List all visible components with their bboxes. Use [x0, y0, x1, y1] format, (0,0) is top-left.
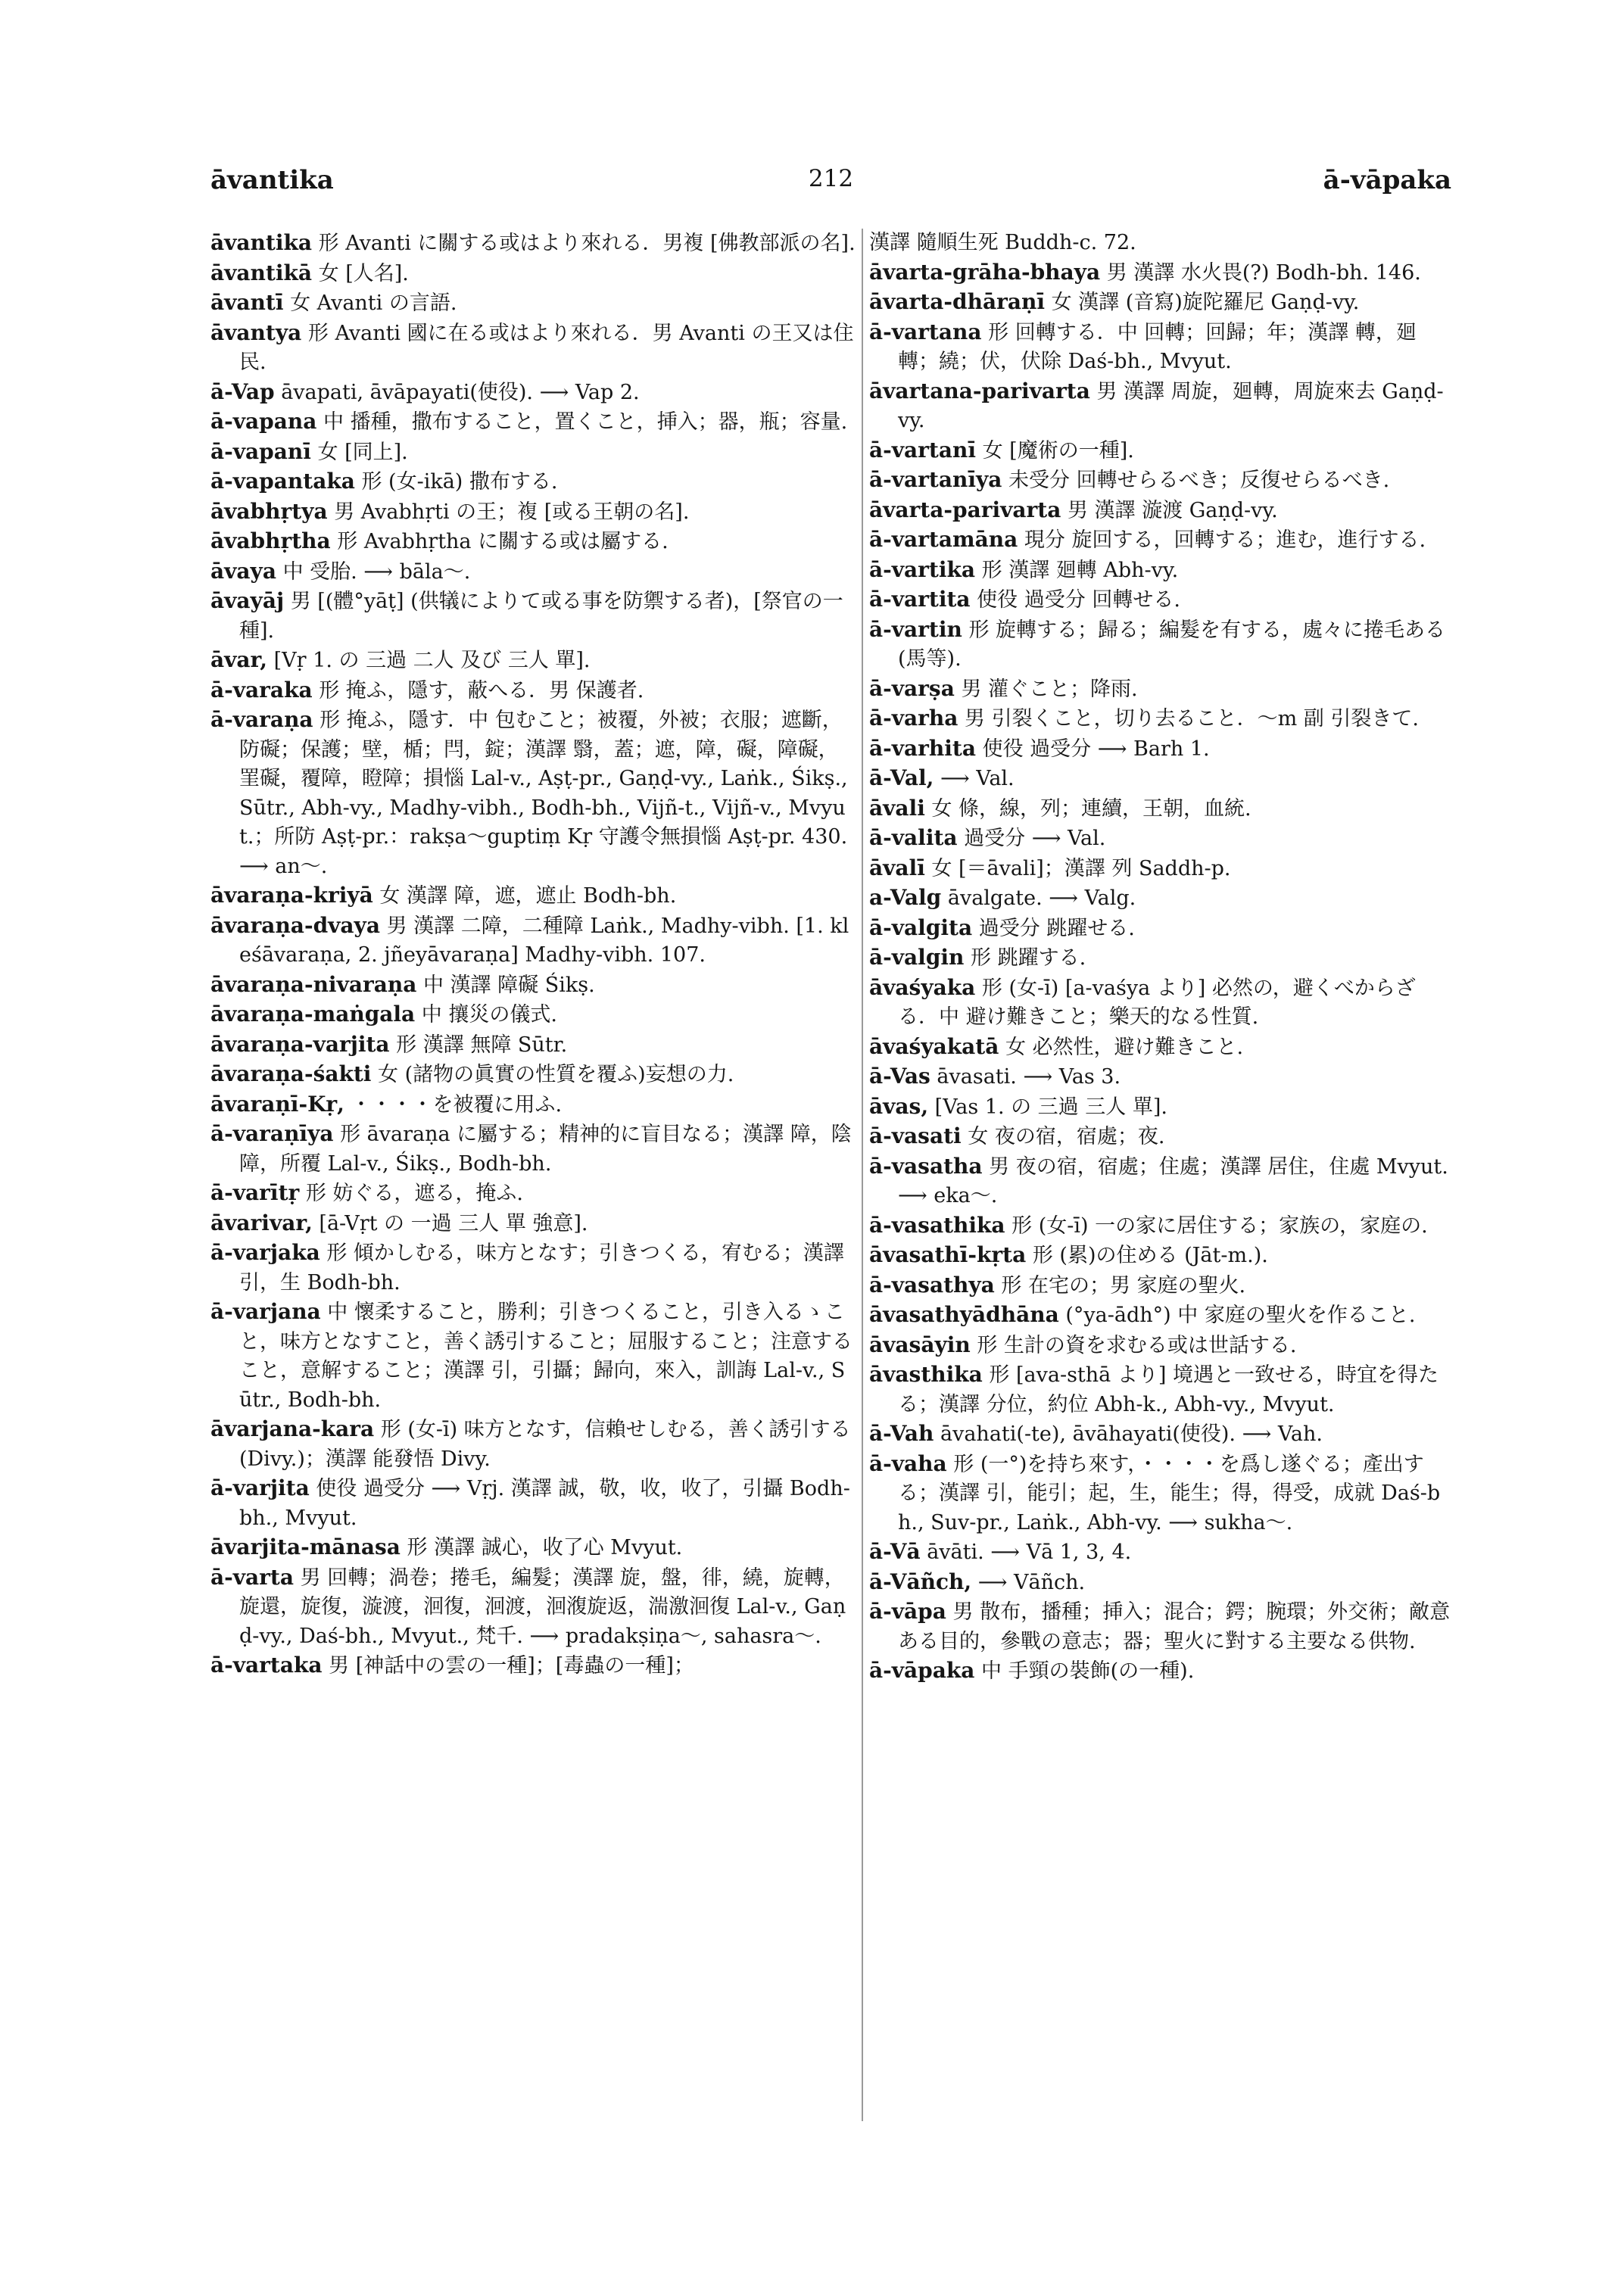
entry-definition: [Vas 1. の 三過 三人 單].: [934, 1095, 1167, 1119]
header-right-guide-word: ā-vāpaka: [1323, 165, 1451, 195]
entry-headword: āvayāj: [210, 588, 285, 613]
entry-headword: āvaraṇa-maṅgala: [210, 1002, 416, 1027]
entry-definition: 女 (諸物の眞實の性質を覆ふ)妄想の力.: [378, 1063, 734, 1086]
entry-headword: āvantika: [210, 230, 313, 255]
dictionary-entry: [869, 615, 1451, 675]
entry-definition: 使役 過受分 回轉せる.: [977, 588, 1180, 612]
dictionary-entry: [869, 1241, 1451, 1271]
entry-headword: ā-vartana: [869, 319, 982, 344]
dictionary-entry: [869, 704, 1451, 734]
entry-definition: 形 漢譯 無障 Sūtr.: [396, 1033, 568, 1057]
dictionary-entry: [869, 1062, 1451, 1092]
entry-definition: 形 在宅の；男 家庭の聖火.: [1001, 1273, 1246, 1298]
entry-headword: ā-valita: [869, 825, 958, 850]
dictionary-entry: [869, 1360, 1451, 1419]
dictionary-entry: [210, 1533, 856, 1563]
entry-definition: ・・・・を被覆に用ふ.: [351, 1092, 563, 1117]
entry-definition: 形 漢譯 廻轉 Abh-vy.: [981, 558, 1179, 582]
entry-definition: 中 受胎. ⟶ bāla〜.: [282, 559, 471, 584]
entry-headword: āvarta-grāha-bhaya: [869, 259, 1101, 285]
entry-definition: 男 漢譯 二障，二種障 Laṅk., Madhy-vibh. [1. kleśāvaraṇa, 2. jñeyāvaraṇa] Madhy-vibh. 107.: [239, 914, 849, 967]
entry-definition: 形 生計の資を求むる或は世話する.: [977, 1333, 1297, 1357]
dictionary-entry: [210, 1179, 856, 1209]
entry-headword: ā-vaha: [869, 1450, 947, 1476]
entry-definition: 中 播種，撒布すること，置くこと，挿入；器，瓶；容量.: [323, 410, 848, 434]
entry-definition: 男 灌ぐこと；降雨.: [961, 677, 1138, 701]
entry-headword: a-Valg: [869, 885, 942, 910]
entry-headword: āvarta-dhāraṇī: [869, 289, 1045, 314]
dictionary-entry: [210, 881, 856, 911]
entry-headword: āvantya: [210, 319, 302, 345]
entry-definition: 使役 過受分 ⟶ Barh 1.: [982, 737, 1210, 761]
dictionary-entry: [869, 675, 1451, 705]
entry-headword: ā-varjaka: [210, 1240, 320, 1265]
entry-definition: 男 引裂くこと，切り去ること．〜m 副 引裂きて.: [965, 707, 1419, 731]
dictionary-entry: [869, 1122, 1451, 1152]
entry-headword: ā-Val,: [869, 765, 934, 790]
entry-headword: āvarivar,: [210, 1210, 313, 1235]
dictionary-entry: [869, 496, 1451, 526]
entry-headword: āvarjita-mānasa: [210, 1534, 401, 1559]
entry-definition: 現分 旋回する，回轉する；進む，進行する.: [1024, 528, 1426, 552]
dictionary-entry: [210, 1298, 856, 1415]
dictionary-entry: [210, 676, 856, 706]
dictionary-entry: [869, 377, 1451, 436]
dictionary-entry: [869, 1656, 1451, 1687]
entry-definition: 女 夜の宿，宿處；夜.: [968, 1125, 1165, 1148]
entry-definition: 女 [＝āvali]；漢譯 列 Saddh-p.: [931, 856, 1231, 880]
entry-definition: (°ya-ādh°) 中 家庭の聖火を作ること.: [1065, 1304, 1416, 1327]
entry-definition: 形 āvaraṇa に屬する；精神的に盲目なる；漢譯 障，陰障，所覆 Lal-v., Śikṣ., Bodh-bh.: [239, 1123, 852, 1176]
dictionary-entry: [869, 1152, 1451, 1211]
entry-definition: 形 (累)の住める (Jāt-m.).: [1032, 1244, 1268, 1267]
entry-headword: ā-valgita: [869, 914, 973, 940]
dictionary-entry: [869, 1033, 1451, 1063]
dictionary-entry: [210, 378, 856, 408]
entry-definition: 形 跳躍する.: [970, 946, 1086, 970]
entry-headword: āvasāyin: [869, 1332, 971, 1357]
entry-headword: āvaraṇa-dvaya: [210, 912, 380, 938]
entry-definition: 女 必然性，避け難きこと.: [1005, 1035, 1244, 1059]
entry-headword: ā-vartaka: [210, 1653, 323, 1678]
right-column: [869, 229, 1451, 2212]
dictionary-entry: [869, 914, 1451, 944]
entry-definition: 男 [神話中の雲の一種]；[毒蟲の一種]；: [329, 1654, 694, 1678]
entry-definition: 男 漢譯 漩渡 Gaṇḍ-vy.: [1067, 498, 1278, 522]
dictionary-entry: [869, 466, 1451, 496]
left-column: [210, 229, 856, 2212]
dictionary-entry: [210, 319, 856, 378]
entry-definition: 中 攘災の儀式.: [421, 1003, 557, 1027]
dictionary-entry: [210, 229, 856, 259]
entry-definition: 女 條，線，列；連續，王朝，血統.: [931, 796, 1252, 821]
entry-headword: ā-varha: [869, 706, 959, 731]
entry-definition: [Vṛ 1. の 三過 二人 及び 三人 單].: [273, 649, 591, 672]
entry-definition: 形 (一°)を持ち來す，・・・・を爲し遂ぐる；產出する；漢譯 引，能引；起，生，能生；得，得受，成就 Daś-bh., Suv-pr., Laṅk., Abh-vy. ⟶ sukha〜.: [898, 1452, 1441, 1534]
dictionary-entry: [210, 259, 856, 289]
dictionary-entry: [210, 1651, 856, 1681]
dictionary-entry: [869, 1331, 1451, 1361]
entry-definition: 女 [人名].: [318, 261, 409, 285]
entry-headword: ā-vartita: [869, 587, 971, 612]
dictionary-entry: [869, 1450, 1451, 1538]
entry-definition: āvahati(-te), āvāhayati(使役). ⟶ Vah.: [940, 1422, 1323, 1446]
entry-definition: ⟶ Vāñch.: [977, 1570, 1086, 1594]
dictionary-entry: [210, 911, 856, 970]
column-divider: [862, 229, 863, 2121]
entry-headword: āvaraṇī-Kṛ,: [210, 1091, 344, 1117]
entry-headword: ā-vapana: [210, 409, 317, 434]
entry-headword: āvar,: [210, 647, 268, 672]
entry-definition: 過受分 跳躍せる.: [978, 916, 1135, 940]
dictionary-entry: [869, 258, 1451, 288]
entry-definition: 形 Avanti に關する或はより來れる．男複 [佛教部派の名].: [318, 232, 856, 255]
dictionary-entry: [210, 438, 856, 468]
entry-headword: ā-vapantaka: [210, 469, 355, 494]
entry-definition: 形 (女-ī) 味方となす，信賴せしむる，善く誘引する (Divy.)；漢譯 能發悟 Divy.: [239, 1418, 851, 1471]
dictionary-entry: [869, 1537, 1451, 1568]
entry-definition: āvapati, āvāpayati(使役). ⟶ Vap 2.: [281, 380, 640, 404]
entry-headword: āvaraṇa-nivaraṇa: [210, 971, 417, 997]
entry-headword: ā-vartanī: [869, 437, 976, 463]
entry-definition: 形 旋轉する；歸る；編髮を有する，處々に捲毛ある(馬等).: [898, 618, 1446, 671]
entry-definition: 形 (女-ī) 一の家に居住する；家族の，家庭の.: [1011, 1213, 1428, 1238]
entry-definition: 男 Avabhṛti の王；複 [或る王朝の名].: [334, 500, 690, 524]
dictionary-entry: [210, 1474, 856, 1533]
entry-headword: ā-varṣa: [869, 675, 955, 701]
entry-headword: ā-Vah: [869, 1421, 934, 1446]
entry-definition: 女 Avanti の言語.: [290, 291, 457, 315]
entry-definition: [ā-Vṛt の 一過 三人 單 強意].: [319, 1211, 588, 1235]
dictionary-entry: [869, 1597, 1451, 1656]
dictionary-entry: [869, 1092, 1451, 1123]
entry-headword: āvarjana-kara: [210, 1416, 375, 1441]
entry-headword: āvaśyakatā: [869, 1033, 999, 1059]
entry-headword: ā-Vas: [869, 1064, 930, 1089]
dictionary-entry: [210, 1415, 856, 1474]
entry-headword: ā-vasathika: [869, 1212, 1005, 1238]
entry-definition: 漢譯 隨順生死 Buddh-c. 72.: [869, 231, 1136, 254]
dictionary-entry: [869, 318, 1451, 377]
dictionary-entry: [210, 407, 856, 438]
entry-definition: 中 懷柔すること，勝利；引きつくること，引き入るゝこと，味方となすこと，善く誘引すること；屈服すること；注意すること，意解すること；漢譯 引，引攝；歸向，來入，訓誨 Lal-v., Sūtr., Bodh-bh.: [239, 1301, 853, 1412]
dictionary-entry: [210, 646, 856, 676]
dictionary-entry: [869, 1211, 1451, 1242]
entry-headword: ā-vāpaka: [869, 1658, 975, 1683]
dictionary-entry: [869, 1568, 1451, 1598]
entry-definition: 形 Avanti 國に在る或はより來れる．男 Avanti の王又は住民.: [239, 321, 854, 374]
dictionary-entry: [869, 764, 1451, 794]
entry-headword: ā-Vap: [210, 379, 275, 404]
entry-headword: āvasathī-kṛta: [869, 1242, 1027, 1267]
dictionary-entry: [210, 288, 856, 319]
entry-definition: 男 漢譯 水火畏(?) Bodh-bh. 146.: [1106, 260, 1421, 285]
entry-headword: āvaraṇa-kriyā: [210, 883, 373, 908]
dictionary-entry: [869, 288, 1451, 318]
dictionary-entry: [869, 436, 1451, 466]
entry-headword: ā-vartanīya: [869, 467, 1002, 492]
dictionary-entry: [210, 1030, 856, 1061]
dictionary-entry: [210, 970, 856, 1001]
entry-headword: āvaraṇa-varjita: [210, 1031, 390, 1057]
dictionary-entry: [210, 557, 856, 587]
entry-headword: ā-varaka: [210, 677, 313, 703]
header-left-guide-word: āvantika: [210, 165, 334, 195]
dictionary-entry: [210, 1209, 856, 1239]
entry-headword: ā-vāpa: [869, 1599, 946, 1624]
entry-headword: āvali: [869, 795, 925, 821]
dictionary-entry: [210, 587, 856, 646]
entry-headword: ā-vasathya: [869, 1272, 995, 1298]
page-number: 212: [808, 165, 854, 192]
dictionary-entry: [869, 585, 1451, 615]
dictionary-entry: [869, 1301, 1451, 1331]
dictionary-entry: [210, 1060, 856, 1090]
dictionary-entry: [869, 556, 1451, 586]
entry-headword: āvarta-parivarta: [869, 497, 1061, 522]
entry-headword: ā-vartin: [869, 616, 962, 642]
entry-headword: ā-varjana: [210, 1299, 321, 1324]
entry-definition: 中 手頸の裝飾(の一種).: [981, 1659, 1195, 1683]
entry-headword: āvasathyādhāna: [869, 1302, 1059, 1327]
entry-headword: āvantī: [210, 290, 284, 315]
dictionary-entry: [869, 525, 1451, 556]
dictionary-entry: [210, 527, 856, 557]
dictionary-entry: [210, 1563, 856, 1652]
entry-headword: ā-vapanī: [210, 438, 311, 464]
entry-headword: āvaśyaka: [869, 974, 976, 1000]
entry-headword: āvasthika: [869, 1362, 983, 1387]
entry-headword: ā-varaṇīya: [210, 1121, 334, 1146]
entry-headword: ā-varjita: [210, 1475, 310, 1500]
entry-definition: 未受分 回轉せらるべき；反復せらるべき.: [1008, 469, 1390, 492]
entry-definition: āvalgate. ⟶ Valg.: [947, 886, 1136, 910]
entry-definition: 男 [(體°yāṭ] (供犠によりて或る事を防禦する者)，[祭官の一種].: [239, 590, 843, 643]
dictionary-entry: [210, 467, 856, 497]
entry-headword: āvantikā: [210, 260, 313, 285]
entry-definition: 男 回轉；渦卷；捲毛，編髮；漢譯 旋，盤，徘，繞，旋轉，旋還，旋復，漩渡，洄復，洄渡，洄澓旋返，湍激洄復 Lal-v., Gaṇḍ-vy., Daś-bh., Mvyut., 梵千. ⟶ pradakṣiṇa〜, sahasra〜.: [239, 1566, 846, 1648]
dictionary-entry: [869, 734, 1451, 765]
dictionary-entry: [869, 824, 1451, 854]
entry-definition: 中 漢譯 障礙 Śikṣ.: [422, 973, 595, 997]
entry-headword: ā-varhita: [869, 735, 976, 761]
dictionary-entry: [869, 883, 1451, 914]
entry-definition: 女 [同上].: [317, 440, 408, 464]
entry-definition: 形 (女-ikā) 撒布する.: [361, 470, 558, 494]
dictionary-entry: [869, 854, 1451, 884]
entry-headword: āvaya: [210, 558, 276, 584]
entry-headword: ā-Vā: [869, 1539, 921, 1564]
entry-headword: āvas,: [869, 1093, 929, 1119]
dictionary-entry: [869, 229, 1451, 258]
dictionary-entry: [869, 974, 1451, 1033]
entry-definition: 形 Avabhṛtha に關する或は屬する.: [337, 530, 669, 553]
entry-definition: 女 漢譯 (音寫)旋陀羅尼 Gaṇḍ-vy.: [1051, 291, 1360, 314]
entry-headword: ā-vasati: [869, 1123, 962, 1148]
entry-definition: āvāti. ⟶ Vā 1, 3, 4.: [927, 1541, 1132, 1564]
entry-definition: 形 (女-ī) [a-vaśya より] 必然の，避くべからざる．中 避け難きこと；樂天的なる性質.: [898, 976, 1416, 1029]
entry-definition: 女 漢譯 障，遮，遮止 Bodh-bh.: [379, 884, 677, 908]
dictionary-entry: [210, 1090, 856, 1120]
entry-definition: 男 夜の宿，宿處；住處；漢譯 居住，住處 Mvyut. ⟶ eka〜.: [898, 1154, 1448, 1207]
entry-definition: āvasati. ⟶ Vas 3.: [937, 1065, 1121, 1089]
dictionary-entry: [210, 1120, 856, 1179]
dictionary-entry: [869, 794, 1451, 824]
dictionary-entry: [869, 943, 1451, 974]
dictionary-entry: [210, 706, 856, 881]
entry-headword: āvabhṛtya: [210, 498, 328, 524]
entry-definition: 形 傾かしむる，味方となす；引きつくる，宥むる；漢譯 引，生 Bodh-bh.: [239, 1242, 844, 1294]
entry-headword: ā-Vāñch,: [869, 1569, 972, 1594]
dictionary-entry: [210, 1000, 856, 1030]
entry-headword: ā-vartika: [869, 556, 976, 582]
entry-definition: 形 妨ぐる，遮る，掩ふ.: [305, 1182, 524, 1205]
dictionary-entry: [869, 1419, 1451, 1450]
entry-headword: ā-vartamāna: [869, 527, 1018, 552]
entry-definition: 形 漢譯 誠心，收了心 Mvyut.: [407, 1536, 683, 1559]
entry-definition: 使役 過受分 ⟶ Vṛj. 漢譯 誠，敬，收，收了，引攝 Bodh-bh., Mvyut.: [239, 1477, 850, 1530]
entry-definition: 過受分 ⟶ Val.: [964, 827, 1106, 850]
entry-headword: ā-vasatha: [869, 1153, 983, 1179]
entry-definition: ⟶ Val.: [940, 767, 1015, 790]
running-header: [210, 165, 1451, 203]
entry-headword: āvalī: [869, 855, 925, 880]
entry-definition: 男 漢譯 周旋，廻轉，周旋來去 Gaṇḍ-vy.: [898, 379, 1444, 432]
entry-definition: 形 掩ふ，隱す．中 包むこと；被覆，外被；衣服；遮斷，防礙；保護；壁，楯；閂，錠；漢譯 翳，蓋；遮，障，礙，障礙，罣礙，覆障，瞪障；損惱 Lal-v., Aṣṭ-pr., Gaṇḍ-vy., Laṅk., Śikṣ., Sūtr., Abh-vy., Madhy-vibh., Bodh-bh., Vijñ-t., Vijñ-v., Mvyut.；所防 Aṣṭ-pr.：rakṣa〜guptiṃ Kṛ 守護令無損惱 Aṣṭ-pr. 430. ⟶ an〜.: [239, 709, 848, 878]
entry-headword: āvartana-parivarta: [869, 378, 1090, 403]
entry-headword: ā-varītṛ: [210, 1180, 300, 1205]
entry-definition: 男 散布，播種；挿入；混合；鍔；腕環；外交術；敵意ある目的，參戰の意志；器；聖火に對する主要なる供物.: [898, 1600, 1451, 1653]
entry-definition: 形 回轉する．中 回轉；回歸；年；漢譯 轉，廻轉；繞；伏，伏除 Daś-bh., Mvyut.: [898, 320, 1417, 373]
dictionary-entry: [210, 497, 856, 528]
dictionary-entry: [869, 1271, 1451, 1301]
entry-headword: āvaraṇa-śakti: [210, 1061, 372, 1086]
entry-headword: ā-valgin: [869, 945, 965, 970]
entry-headword: ā-varta: [210, 1564, 295, 1590]
entry-headword: ā-varaṇa: [210, 707, 313, 732]
entry-headword: āvabhṛtha: [210, 528, 331, 553]
dictionary-entry: [210, 1238, 856, 1298]
entry-definition: 形 [ava-sthā より] 境遇と一致せる，時宜を得たる；漢譯 分位，約位 Abh-k., Abh-vy., Mvyut.: [898, 1363, 1439, 1416]
entry-definition: 女 [魔術の一種].: [982, 438, 1134, 463]
entry-definition: 形 掩ふ，隱す，蔽へる．男 保護者.: [319, 678, 644, 703]
